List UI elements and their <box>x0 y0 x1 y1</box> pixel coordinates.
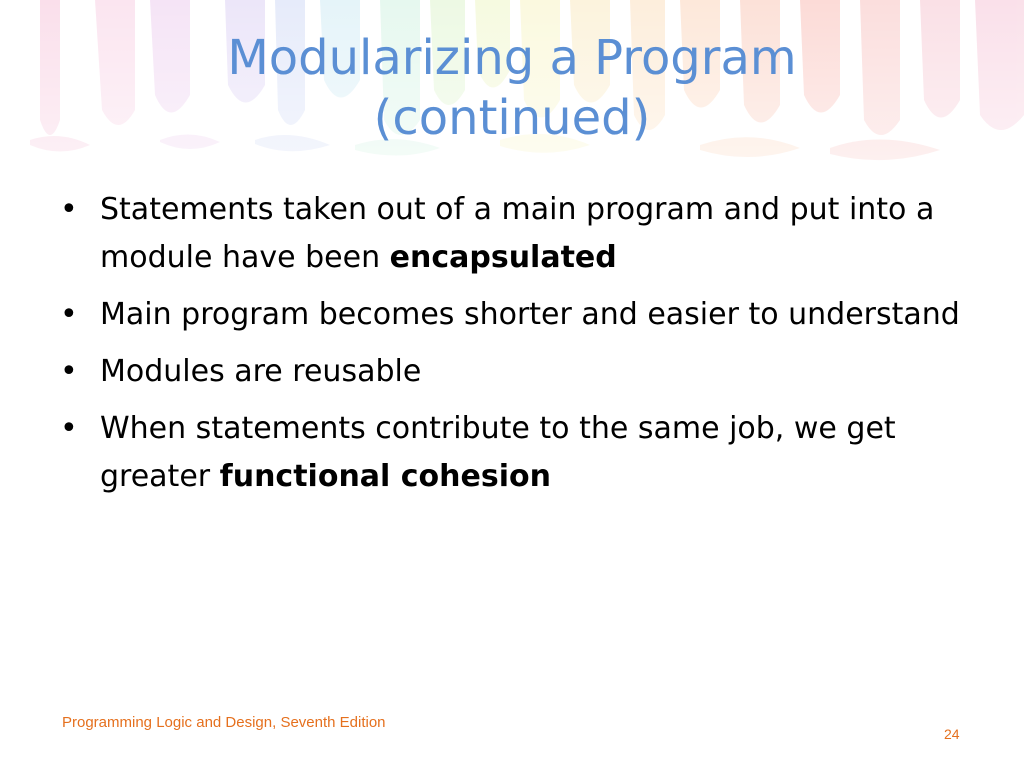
bullet-list <box>56 186 986 510</box>
bullet-bold-term: encapsulated <box>389 240 617 275</box>
bullet-bold-term: functional cohesion <box>219 459 551 494</box>
footer-book-title: Programming Logic and Design, Seventh Edition <box>62 714 386 731</box>
bullet-text: Modules are reusable <box>100 354 422 389</box>
bullet-text: When statements contribute to the same job, we get greater <box>100 411 896 494</box>
bullet-dot-icon: • <box>60 192 78 227</box>
bullet-dot-icon: • <box>60 354 78 389</box>
bullet-text: Statements taken out of a main program and put into a module have been <box>100 192 935 275</box>
page-number: 24 <box>944 726 960 742</box>
bullet-dot-icon: • <box>60 411 78 446</box>
bullet-item <box>56 405 986 501</box>
slide-title <box>60 28 964 148</box>
bullet-item <box>56 348 986 396</box>
bullet-item <box>56 186 986 282</box>
bullet-text: Main program becomes shorter and easier to understand <box>100 297 960 332</box>
title-line-2: (continued) <box>373 90 651 146</box>
bullet-dot-icon: • <box>60 297 78 332</box>
title-line-1: Modularizing a Program <box>227 30 797 86</box>
bullet-item <box>56 291 986 339</box>
